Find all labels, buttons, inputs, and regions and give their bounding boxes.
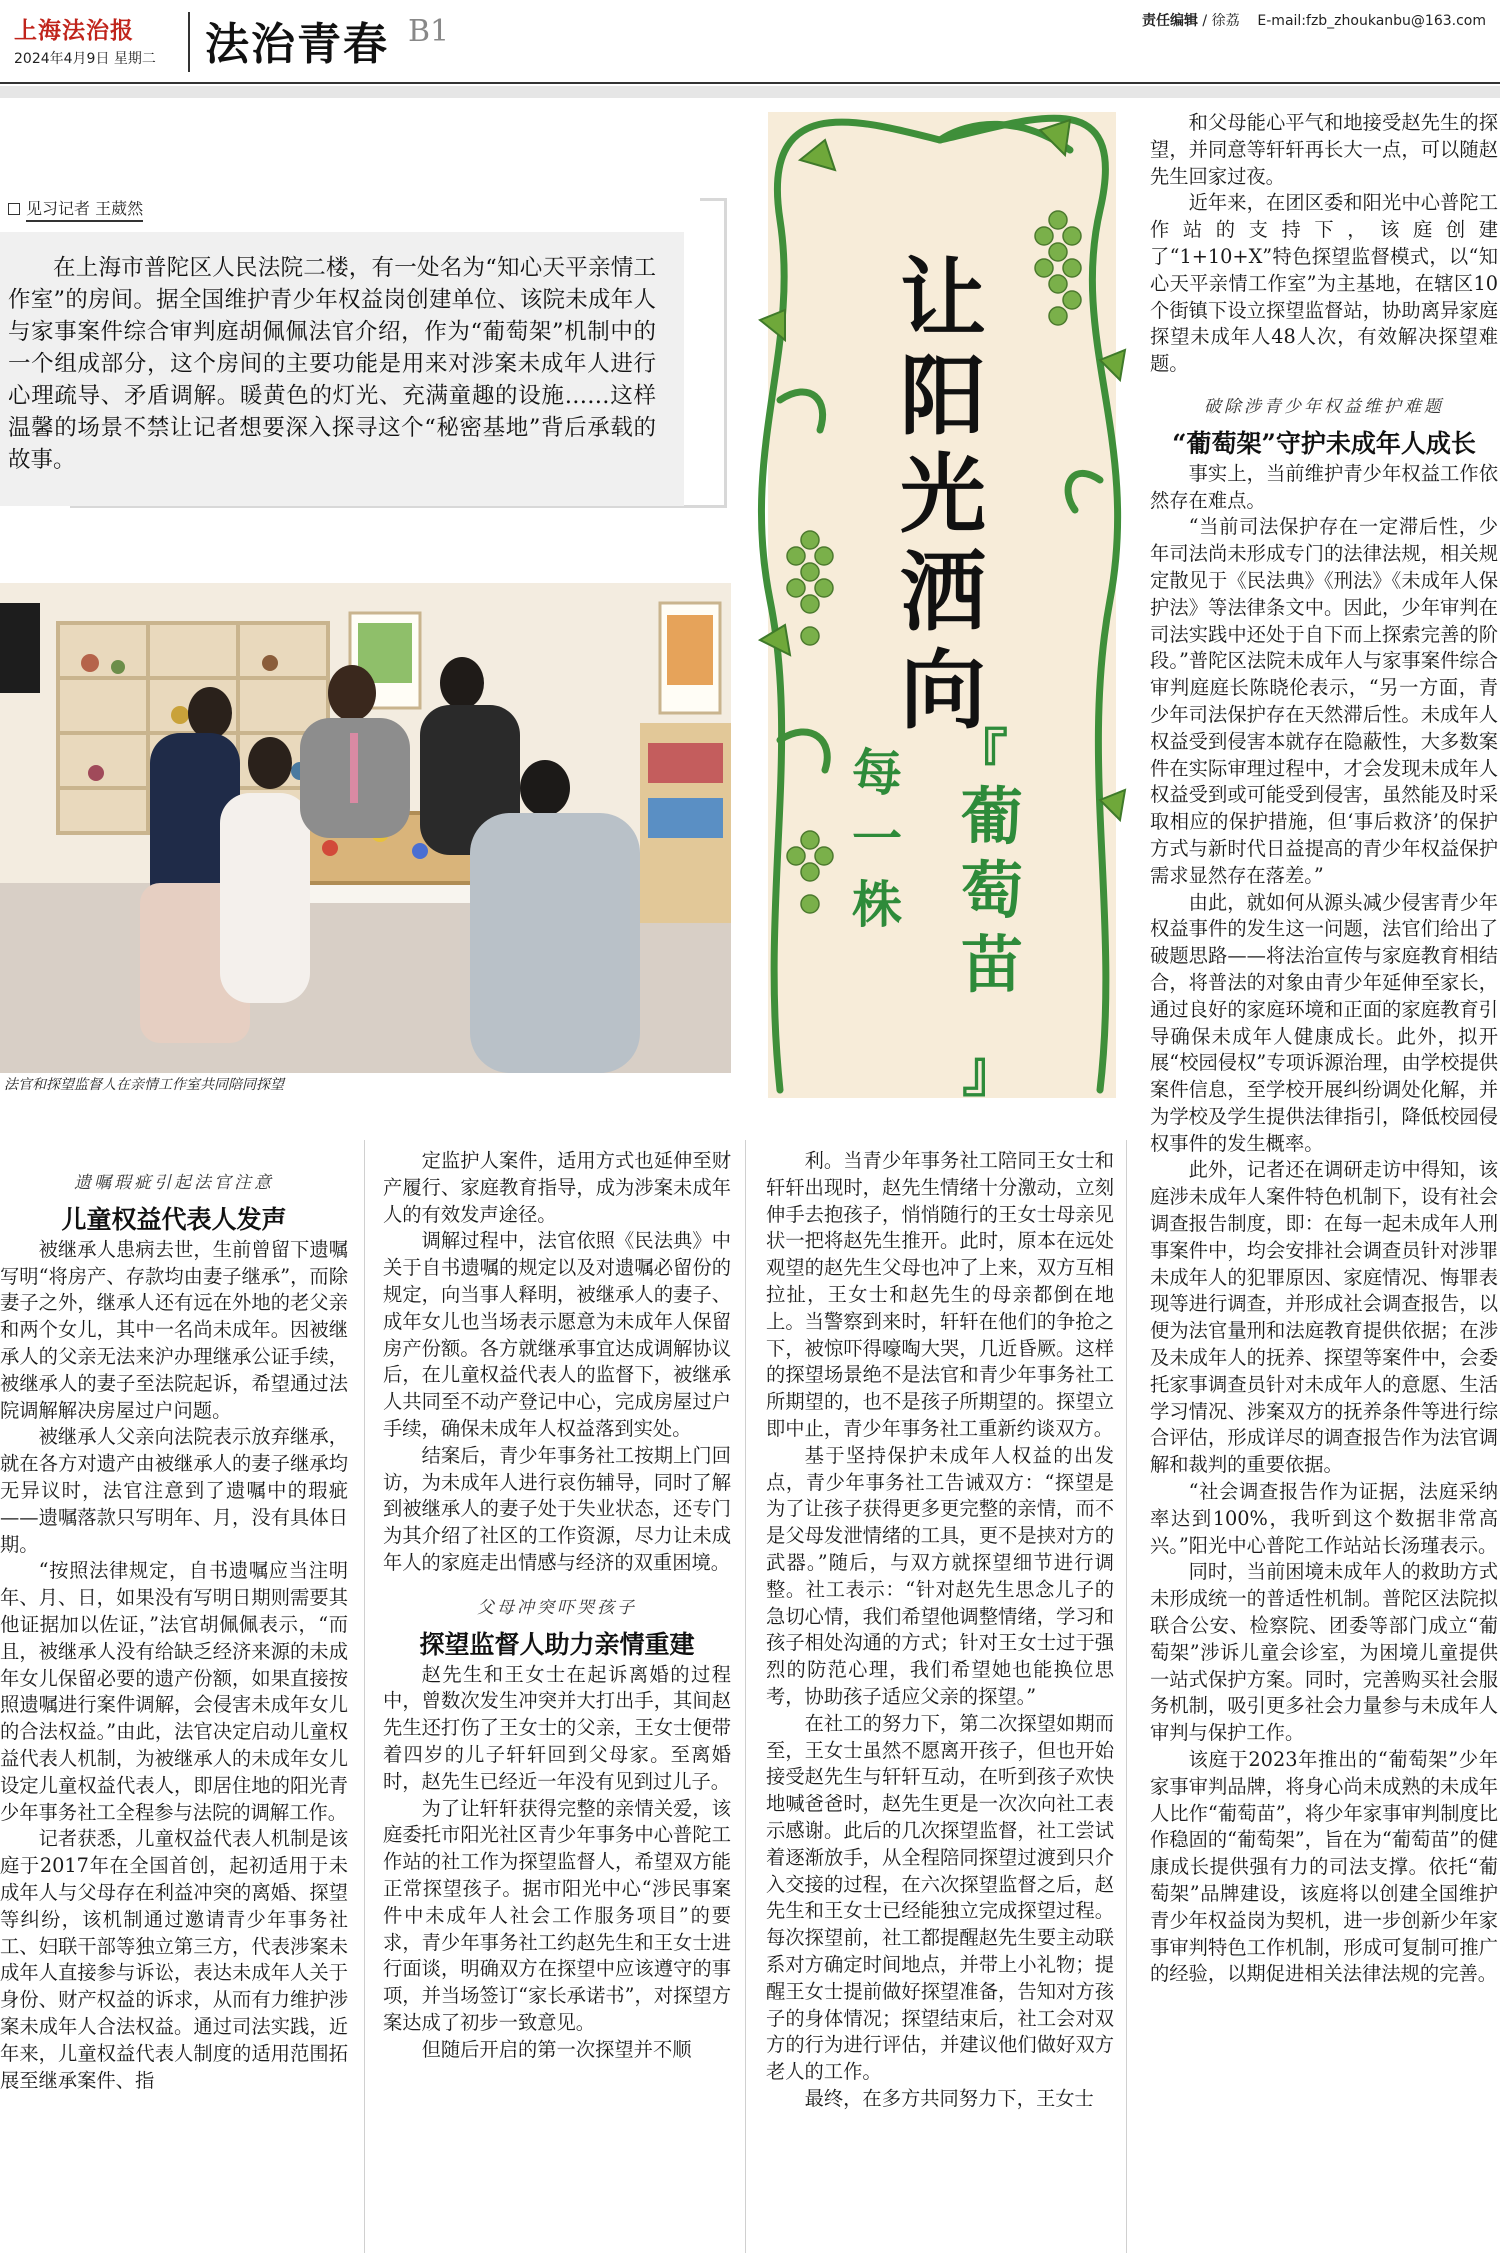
paragraph: 记者获悉，儿童权益代表人机制是该庭于2017年在全国首创，起初适用于未成年人与父母存在利益冲突的离婚、探望等纠纷，该机制通过邀请青少年事务社工、妇联干部等独立第三方，代表涉案未成年人直接参与诉讼，表达未成年人关于身份、财产权益的诉求，从而有力维护涉案未成年人合法权益。通过司法实践，近年来，儿童权益代表人制度的适用范围拓展至继承案件、指 xyxy=(0,1827,348,2092)
newspaper-logo: 上海法治报 xyxy=(14,17,134,44)
reporter-name: 见习记者 王葳然 xyxy=(26,199,143,222)
paragraph: 基于坚持保护未成年人权益的出发点，青少年事务社工告诫双方：“探望是为了让孩子获得更多更完整的亲情，而不是父母发泄情绪的工具，更不是挟对方的武器。”随后，与双方就探望细节进行调整。社工表示：“针对赵先生思念儿子的急切心情，我们希望他调整情绪，学习和孩子相处沟通的方式；针对王女士过于强烈的防范心理，我们希望她也能换位思考，协助孩子适应父亲的探望。” xyxy=(766,1443,1114,1708)
headline-sub-small: 每一株 xyxy=(852,743,902,934)
column-rule xyxy=(364,1140,365,2253)
issue-date: 2024年4月9日 星期二 xyxy=(14,51,156,67)
photo-illustration xyxy=(0,583,731,1073)
column-rule xyxy=(1126,1140,1127,2253)
paragraph: 定监护人案件，适用方式也延伸至财产履行、家庭教育指导，成为涉案未成年人的有效发声途径。 xyxy=(383,1149,731,1226)
headline-main: 让阳光洒向 xyxy=(900,248,986,741)
paragraph: 该庭于2023年推出的“葡萄架”少年家事审判品牌，将身心尚未成熟的未成年人比作“葡萄苗”，将少年家事审判制度比作稳固的“葡萄架”，旨在为“葡萄苗”的健康成长提供强有力的司法支撑。依托“葡萄架”品牌建设，该庭将以创建全国维护青少年权益岗为契机，进一步创新少年家事审判特色工作机制，形成可复制可推广的经验，以期促进相关法律法规的完善。 xyxy=(1150,1748,1498,1986)
paragraph: “当前司法保护存在一定滞后性，少年司法尚未形成专门的法律法规，相关规定散见于《民法典》《刑法》《未成年人保护法》等法律条文中。因此，少年审判在司法实践中还处于自下而上探索完善的阶段。”普陀区法院未成年人与家事案件综合审判庭庭长陈晓伦表示，“另一方面，青少年司法保护存在天然滞后性。未成年人权益受到侵害本就存在隐蔽性，大多数案件在实际审理过程中，才会发现未成年人权益受到或可能受到侵害，虽然能及时采取相应的保护措施，但‘事后救济’的保护方式与新时代日益提高的青少年权益保护需求显然存在落差。” xyxy=(1150,515,1498,887)
editor-info: 责任编辑 / 徐荔 E-mail:fzb_zhoukanbu@163.com xyxy=(1141,13,1486,29)
section-heading: 儿童权益代表人发声 xyxy=(61,1204,287,1234)
paragraph: 结案后，青少年事务社工按期上门回访，为未成年人进行哀伤辅导，同时了解到被继承人的妻子处于失业状态，还专门为其介绍了社区的工作资源，尽力让未成年人的家庭走出情感与经济的双重困境。 xyxy=(383,1443,731,1574)
editor-label: 责任编辑 xyxy=(1141,13,1198,29)
column-rule xyxy=(745,1140,746,2253)
column-4-body-b xyxy=(1150,461,1498,1988)
paragraph: 此外，记者还在调研走访中得知，该庭涉未成年人案件特色机制下，设有社会调查报告制度，即：在每一起未成年人刑事案件中，均会安排社会调查员针对涉罪未成年人的犯罪原因、家庭情况、悔罪表现等进行调查，并形成社会调查报告，以便为法官量刑和法庭教育提供依据；在涉及未成年人的抚养、探望等案件中，会委托家事调查员针对未成年人的意愿、生活学习情况、涉案双方的抚养条件等进行综合评估，形成详尽的调查报告作为法官调解和裁判的重要依据。 xyxy=(1150,1158,1498,1477)
paragraph: 被继承人患病去世，生前曾留下遗嘱写明“将房产、存款均由妻子继承”，而除妻子之外，继承人还有远在外地的老父亲和两个女儿，其中一名尚未成年。因被继承人的父亲无法来沪办理继承公证手续，被继承人的妻子至法院起诉，希望通过法院调解解决房屋过户问题。 xyxy=(0,1237,348,1422)
article-column-2 xyxy=(383,1148,731,2253)
lead-frame xyxy=(700,198,727,508)
section-kicker: 破除涉青少年权益维护难题 xyxy=(1204,396,1444,417)
article-column-1 xyxy=(0,1162,348,2253)
article-photo xyxy=(0,583,731,1073)
paragraph: 由此，就如何从源头减少侵害青少年权益事件的发生这一问题，法官们给出了破题思路——将法治宣传与家庭教育相结合，将普法的对象由青少年延伸至家长，通过良好的家庭环境和正面的家庭教育引导确保未成年人健康成长。此外，拟开展“校园侵权”专项诉源治理，由学校提供案件信息，至学校开展纠纷调处化解，并为学校及学生提供法律指引，降低校园侵权事件的发生概率。 xyxy=(1150,890,1498,1155)
paragraph: 赵先生和王女士在起诉离婚的过程中，曾数次发生冲突并大打出手，其间赵先生还打伤了王女士的父亲，王女士便带着四岁的儿子轩轩回到父母家。至离婚时，赵先生已经近一年没有见到过儿子。 xyxy=(383,1662,731,1793)
byline xyxy=(8,196,143,219)
paragraph: 利。当青少年事务社工陪同王女士和轩轩出现时，赵先生情绪十分激动，立刻伸手去抱孩子，悄悄随行的王女士母亲见状一把将赵先生推开。此时，原本在远处观望的赵先生父母也冲了上来，双方互相拉扯，王女士和赵先生的母亲都倒在地上。当警察到来时，轩轩在他们的争抢之下，被惊吓得嚎啕大哭，几近昏厥。这样的探望场景绝不是法官和青少年事务社工所期望的，也不是孩子所期望的。探望立即中止，青少年事务社工重新约谈双方。 xyxy=(766,1149,1114,1440)
paragraph: 为了让轩轩获得完整的亲情关爱，该庭委托市阳光社区青少年事务中心普陀工作站的社工作为探望监督人，希望双方能正常探望孩子。据市阳光中心“涉民事案件中未成年人社会工作服务项目”的要求，青少年事务社工约赵先生和王女士进行面谈，明确双方在探望中应该遵守的事项，并当场签订“家长承诺书”，对探望方案达成了初步一致意见。 xyxy=(383,1796,731,2034)
editor-email[interactable]: E-mail:fzb_zhoukanbu@163.com xyxy=(1257,13,1486,29)
editor-name: 徐荔 xyxy=(1211,13,1240,29)
paragraph: 近年来，在团区委和阳光中心普陀工作站的支持下，该庭创建了“1+10+X”特色探望监督模式，以“知心天平亲情工作室”为主基地，在辖区10个街镇下设立探望监督站，协助离异家庭探望未成年人48人次，有效解决探望难题。 xyxy=(1150,191,1498,376)
page-number: B1 xyxy=(408,14,450,49)
lead-paragraph: 在上海市普陀区人民法院二楼，有一处名为“知心天平亲情工作室”的房间。据全国维护青少年权益岗创建单位、该院未成年人与家事案件综合审判庭胡佩佩法官介绍，作为“葡萄架”机制中的一个组成部分，这个房间的主要功能是用来对涉案未成年人进行心理疏导、矛盾调解。暖黄色的灯光、充满童趣的设施……这样温馨的场景不禁让记者想要深入探寻这个“秘密基地”背后承载的故事。 xyxy=(8,255,656,473)
article-column-3 xyxy=(766,1148,1114,2253)
column-2-body-a xyxy=(383,1148,731,1577)
headline-close-bracket: 』 xyxy=(962,1039,1018,1105)
paragraph: 最终，在多方共同努力下，王女士 xyxy=(804,2086,1094,2110)
section-heading: 探望监督人助力亲情重建 xyxy=(419,1629,695,1659)
section-heading: “葡萄架”守护未成年人成长 xyxy=(1172,428,1476,458)
section-kicker: 遗嘱瑕疵引起法官注意 xyxy=(74,1173,274,1193)
masthead xyxy=(0,0,1500,84)
headline-sub-large: 葡萄苗 xyxy=(960,780,1023,1001)
headline-open-bracket: 『 xyxy=(952,723,1008,789)
column-1-body xyxy=(0,1237,348,2095)
paragraph: “社会调查报告作为证据，法庭采纳率达到100%，我听到这个数据非常高兴。”阳光中心普陀工作站站长汤瑾表示。 xyxy=(1150,1480,1498,1557)
photo-caption: 法官和探望监督人在亲情工作室共同陪同探望 xyxy=(4,1077,284,1093)
paragraph: 在社工的努力下，第二次探望如期而至，王女士虽然不愿离开孩子，但也开始接受赵先生与轩轩互动，在听到孩子欢快地喊爸爸时，赵先生更是一次次向社工表示感谢。此后的几次探望监督，社工尝试着逐渐放手，从全程陪同探望过渡到只介入交接的过程，在六次探望监督之后，赵先生和王女士已经能独立完成探望过程。每次探望前，社工都提醒赵先生要主动联系对方确定时间地点，并带上小礼物；提醒王女士提前做好探望准备，告知对方孩子的身体情况；探望结束后，社工会对双方的行为进行评估，并建议他们做好双方老人的工作。 xyxy=(766,1711,1114,2084)
column-4-body-a xyxy=(1150,110,1498,378)
article-column-4 xyxy=(1150,110,1498,2253)
paragraph: 和父母能心平气和地接受赵先生的探望，并同意等轩轩再长大一点，可以随赵先生回家过夜。 xyxy=(1150,111,1498,188)
byline-box-icon xyxy=(8,203,20,215)
masthead-divider xyxy=(188,12,190,72)
header-band xyxy=(0,86,1500,98)
column-2-body-b xyxy=(383,1662,731,2064)
paragraph: 同时，当前困境未成年人的救助方式未形成统一的普适性机制。普陀区法院拟联合公安、检察院、团委等部门成立“葡萄架”涉诉儿童会诊室，为困境儿童提供一站式保护方案。同时，完善购买社会服务机制，吸引更多社会力量参与未成年人审判与保护工作。 xyxy=(1150,1560,1498,1745)
paragraph: “按照法律规定，自书遗嘱应当注明年、月、日，如果没有写明日期则需要其他证据加以佐证，”法官胡佩佩表示，“而且，被继承人没有给缺乏经济来源的未成年女儿保留必要的遗产份额，如果直接按照遗嘱进行案件调解，会侵害未成年女儿的合法权益。”由此，法官决定启动儿童权益代表人机制，为被继承人的未成年女儿设定儿童权益代表人，即居住地的阳光青少年事务社工全程参与法院的调解工作。 xyxy=(0,1559,348,1824)
section-kicker: 父母冲突吓哭孩子 xyxy=(477,1597,637,1618)
paragraph: 事实上，当前维护青少年权益工作依然存在难点。 xyxy=(1150,461,1498,512)
paragraph: 但随后开启的第一次探望并不顺 xyxy=(421,2037,692,2061)
paragraph: 被继承人父亲向法院表示放弃继承，就在各方对遗产由被继承人的妻子继承均无异议时，法官注意到了遗嘱中的瑕疵——遗嘱落款只写明年、月，没有具体日期。 xyxy=(0,1425,348,1556)
column-3-body xyxy=(766,1148,1114,2113)
section-title: 法治青春 xyxy=(205,19,389,70)
paragraph: 调解过程中，法官依照《民法典》中关于自书遗嘱的规定以及对遗嘱必留份的规定，向当事人释明，被继承人的妻子、成年女儿也当场表示愿意为未成年人保留房产份额。各方就继承事宜达成调解协议后，在儿童权益代表人的监督下，被继承人共同至不动产登记中心，完成房屋过户手续，确保未成年人权益落到实处。 xyxy=(383,1229,731,1440)
